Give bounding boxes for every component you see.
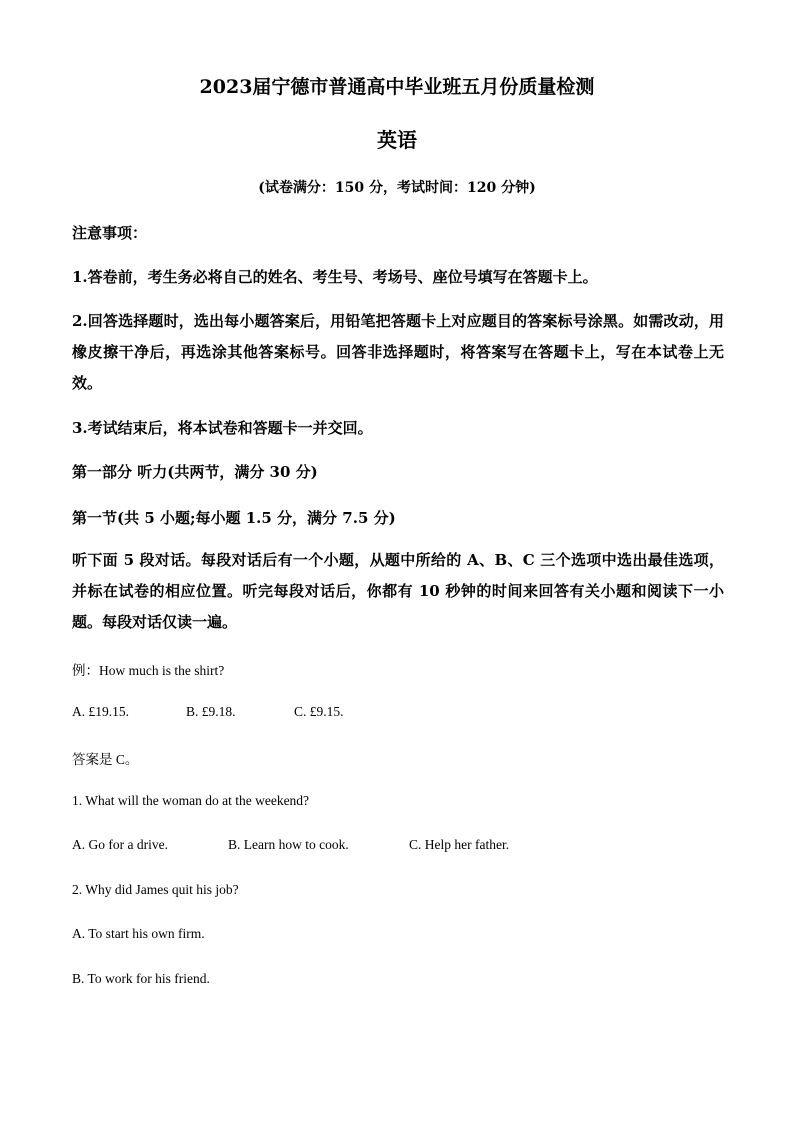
question-1: 1. What will the woman do at the weekend? [72, 793, 310, 808]
part1-heading: 第一部分 听力(共两节，满分 30 分) [72, 463, 318, 481]
exam-title: 2023届宁德市普通高中毕业班五月份质量检测 [199, 76, 595, 98]
q2-option-a: A. To start his own firm. [72, 926, 205, 941]
note-item-1: 1.答卷前，考生务必将自己的姓名、考生号、考场号、座位号填写在答题卡上。 [72, 268, 598, 286]
example-option-b: B. £9.18. [186, 704, 236, 719]
exam-info: (试卷满分：150 分，考试时间：120 分钟) [258, 180, 536, 196]
q1-option-b: B. Learn how to cook. [228, 837, 349, 852]
section1-heading: 第一节(共 5 小题;每小题 1.5 分，满分 7.5 分) [72, 509, 396, 527]
q1-option-a: A. Go for a drive. [72, 837, 168, 852]
note-item-2: 2.回答选择题时，选出每小题答案后，用铅笔把答题卡上对应题目的答案标号涂黑。如需改动，用橡皮擦干净后，再选涂其他答案标号。回答非选择题时，将答案写在答题卡上，写在本试卷上无效。 [72, 312, 724, 392]
example-question: 例：How much is the shirt? [72, 663, 225, 678]
listening-instructions: 听下面 5 段对话。每段对话后有一个小题，从题中所给的 A、B、C 三个选项中选出最佳选项，并标在试卷的相应位置。听完每段对话后，你都有 10 秒钟的时间来回答有关小题和阅读下一小题。每段对话仅读一遍。 [72, 551, 724, 631]
question-2: 2. Why did James quit his job? [72, 882, 239, 897]
q1-option-c: C. Help her father. [409, 837, 510, 852]
example-option-c: C. £9.15. [294, 704, 344, 719]
notes-heading: 注意事项： [72, 224, 148, 242]
example-answer: 答案是 C。 [72, 752, 139, 767]
note-item-3: 3.考试结束后，将本试卷和答题卡一并交回。 [72, 419, 373, 437]
q2-option-b: B. To work for his friend. [72, 971, 210, 986]
example-option-a: A. £19.15. [72, 704, 129, 719]
subject-title: 英语 [377, 128, 417, 152]
